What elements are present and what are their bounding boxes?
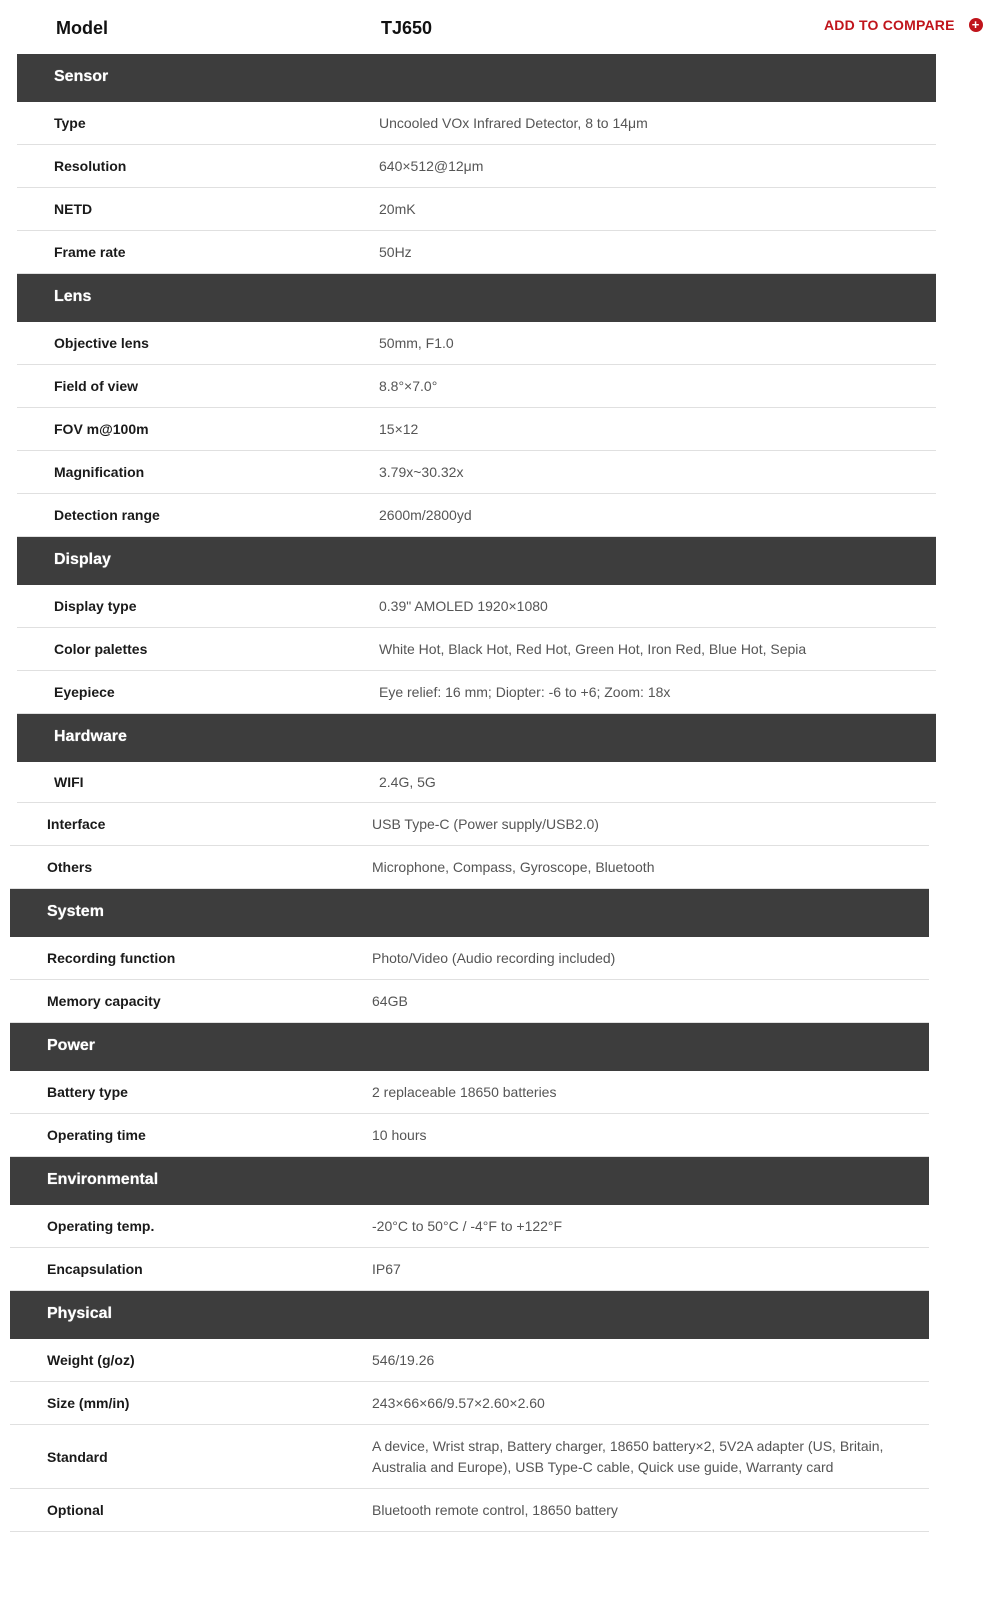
spec-row bbox=[10, 803, 929, 846]
spec-value: Photo/Video (Audio recording included) bbox=[372, 949, 616, 966]
spec-key: Color palettes bbox=[54, 641, 148, 657]
section-header bbox=[10, 1023, 929, 1071]
spec-key: Operating time bbox=[47, 1127, 146, 1143]
plus-circle-icon: + bbox=[969, 18, 983, 32]
spec-group-physical bbox=[0, 1291, 936, 1532]
spec-value: USB Type-C (Power supply/USB2.0) bbox=[372, 815, 599, 832]
spec-value: 50Hz bbox=[379, 243, 412, 260]
spec-key: Optional bbox=[47, 1502, 104, 1518]
spec-row bbox=[10, 1339, 929, 1382]
spec-key: Battery type bbox=[47, 1084, 128, 1100]
spec-value: 2.4G, 5G bbox=[379, 773, 436, 790]
spec-row bbox=[17, 671, 936, 714]
section-title: Sensor bbox=[54, 68, 109, 85]
spec-key: NETD bbox=[54, 201, 93, 217]
spec-group-display bbox=[0, 537, 936, 714]
spec-row bbox=[10, 937, 929, 980]
spec-value: 10 hours bbox=[372, 1126, 427, 1143]
add-to-compare-label: ADD TO COMPARE bbox=[824, 17, 955, 33]
spec-value: 2 replaceable 18650 batteries bbox=[372, 1083, 557, 1100]
spec-row bbox=[10, 1205, 929, 1248]
spec-key: Recording function bbox=[47, 950, 176, 966]
spec-value: 15×12 bbox=[379, 420, 419, 437]
spec-group-hardware bbox=[0, 714, 936, 889]
add-to-compare-button[interactable] bbox=[824, 17, 983, 33]
spec-key: Magnification bbox=[54, 464, 145, 480]
spec-group-system bbox=[0, 889, 936, 1023]
section-title: Lens bbox=[54, 288, 92, 305]
spec-row bbox=[17, 628, 936, 671]
spec-group-sensor bbox=[0, 54, 936, 274]
model-label: Model bbox=[56, 18, 108, 38]
section-header bbox=[17, 274, 936, 322]
spec-row bbox=[10, 1248, 929, 1291]
spec-row bbox=[17, 231, 936, 274]
section-header bbox=[10, 1291, 929, 1339]
spec-key: Field of view bbox=[54, 378, 139, 394]
spec-key: Frame rate bbox=[54, 244, 126, 260]
spec-row bbox=[10, 1071, 929, 1114]
spec-value: 3.79x~30.32x bbox=[379, 463, 464, 480]
spec-key: Type bbox=[54, 115, 86, 131]
spec-row bbox=[17, 408, 936, 451]
spec-row bbox=[17, 188, 936, 231]
section-header bbox=[10, 1157, 929, 1205]
section-header bbox=[10, 889, 929, 937]
spec-key: Standard bbox=[47, 1448, 108, 1465]
spec-value: 2600m/2800yd bbox=[379, 506, 472, 523]
spec-key: Weight (g/oz) bbox=[47, 1352, 135, 1368]
section-title: Power bbox=[47, 1037, 96, 1054]
spec-value: Microphone, Compass, Gyroscope, Bluetooth bbox=[372, 858, 655, 875]
spec-key: WIFI bbox=[54, 774, 84, 790]
spec-value: 546/19.26 bbox=[372, 1351, 435, 1368]
spec-value: 64GB bbox=[372, 992, 408, 1009]
spec-key: Interface bbox=[47, 816, 106, 832]
spec-value: 8.8°×7.0° bbox=[379, 377, 438, 394]
section-title: System bbox=[47, 903, 104, 920]
spec-group-power bbox=[0, 1023, 936, 1157]
section-title: Physical bbox=[47, 1305, 112, 1322]
spec-row bbox=[17, 365, 936, 408]
spec-key: Display type bbox=[54, 598, 137, 614]
spec-value: Eye relief: 16 mm; Diopter: -6 to +6; Zoom: 18x bbox=[379, 683, 671, 700]
spec-key: FOV m@100m bbox=[54, 421, 149, 437]
spec-value: A device, Wrist strap, Battery charger, 18650 battery×2, 5V2A adapter (US, Britain, Australia and Europe), USB Type-C cable, Quick use guide, Warranty card bbox=[372, 1437, 884, 1475]
spec-key: Resolution bbox=[54, 158, 127, 174]
spec-key: Others bbox=[47, 859, 93, 875]
spec-header bbox=[0, 0, 993, 54]
spec-row bbox=[10, 980, 929, 1023]
spec-value: Bluetooth remote control, 18650 battery bbox=[372, 1501, 618, 1518]
spec-table bbox=[0, 54, 936, 1532]
spec-key: Operating temp. bbox=[47, 1218, 155, 1234]
spec-row bbox=[17, 494, 936, 537]
spec-value: IP67 bbox=[372, 1260, 401, 1277]
spec-row bbox=[17, 762, 936, 803]
spec-row bbox=[17, 145, 936, 188]
section-title: Display bbox=[54, 551, 111, 568]
spec-value: 0.39" AMOLED 1920×1080 bbox=[379, 597, 548, 614]
spec-value: -20°C to 50°C / -4°F to +122°F bbox=[372, 1217, 563, 1234]
spec-key: Eyepiece bbox=[54, 684, 115, 700]
spec-value: 640×512@12μm bbox=[379, 157, 484, 174]
section-header bbox=[17, 54, 936, 102]
spec-value: Uncooled VOx Infrared Detector, 8 to 14μm bbox=[379, 114, 648, 131]
spec-row bbox=[10, 846, 929, 889]
spec-group-environmental bbox=[0, 1157, 936, 1291]
spec-key: Encapsulation bbox=[47, 1261, 143, 1277]
spec-key: Memory capacity bbox=[47, 993, 161, 1009]
spec-row bbox=[17, 102, 936, 145]
spec-value: White Hot, Black Hot, Red Hot, Green Hot, Iron Red, Blue Hot, Sepia bbox=[379, 640, 807, 657]
section-title: Environmental bbox=[47, 1171, 159, 1188]
spec-value: 243×66×66/9.57×2.60×2.60 bbox=[372, 1394, 545, 1411]
spec-row bbox=[10, 1382, 929, 1425]
spec-value: 50mm, F1.0 bbox=[379, 334, 454, 351]
spec-key: Size (mm/in) bbox=[47, 1395, 130, 1411]
spec-row bbox=[17, 451, 936, 494]
spec-value: 20mK bbox=[379, 200, 416, 217]
spec-row bbox=[10, 1489, 929, 1532]
spec-row bbox=[10, 1425, 929, 1489]
spec-row bbox=[17, 585, 936, 628]
model-name: TJ650 bbox=[381, 18, 433, 38]
spec-key: Objective lens bbox=[54, 335, 149, 351]
spec-key: Detection range bbox=[54, 507, 160, 523]
section-header bbox=[17, 714, 936, 762]
spec-row bbox=[17, 322, 936, 365]
spec-row bbox=[10, 1114, 929, 1157]
section-title: Hardware bbox=[54, 728, 127, 745]
section-header bbox=[17, 537, 936, 585]
spec-group-lens bbox=[0, 274, 936, 537]
